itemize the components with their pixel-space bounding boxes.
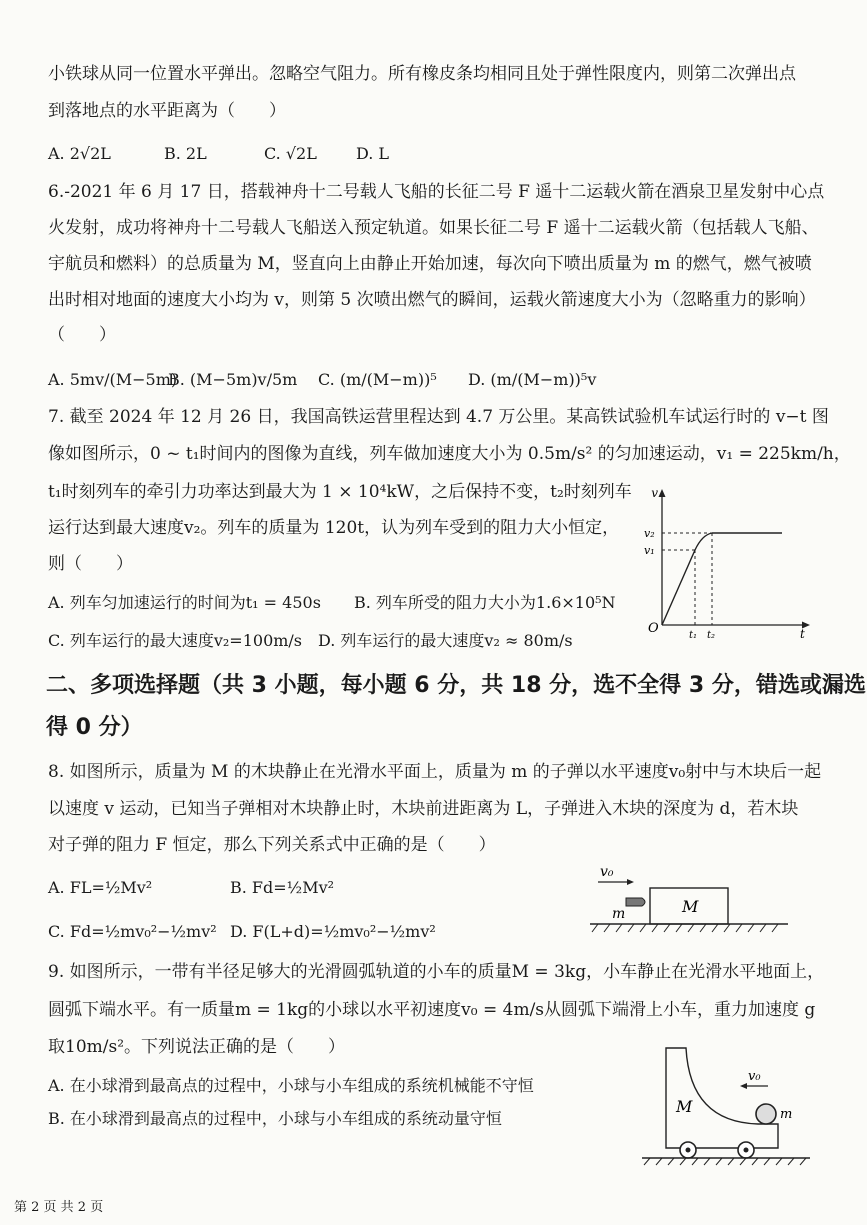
intro-option-c: C. √2L bbox=[264, 144, 317, 163]
graph-v-label: v bbox=[651, 486, 658, 500]
q8-line-2: 以速度 v 运动，已知当子弹相对木块静止时，木块前进距离为 L，子弹进入木块的深度为 d，若木块 bbox=[48, 799, 799, 819]
graph-v2-label: v₂ bbox=[644, 527, 655, 540]
q9-line-2: 圆弧下端水平。有一质量m = 1kg的小球以水平初速度v₀ = 4m/s从圆弧下端滑上小车，重力加速度 g bbox=[48, 1000, 816, 1020]
q6-line-5: （ ） bbox=[48, 325, 116, 345]
q8-v0-label: v₀ bbox=[600, 864, 614, 880]
q7-option-d: D. 列车运行的最大速度v₂ ≈ 80m/s bbox=[318, 631, 573, 650]
q7-line-1: 7. 截至 2024 年 12 月 26 日，我国高铁运营里程达到 4.7 万公里。某高铁试验机车试运行时的 v−t 图 bbox=[48, 407, 829, 427]
q9-M-label: M bbox=[676, 1097, 693, 1116]
q8-M-label: M bbox=[682, 897, 699, 916]
q7-line-5: 则（ ） bbox=[48, 554, 133, 574]
graph-t-label: t bbox=[800, 627, 805, 641]
section-2-heading-cont: 得 0 分） bbox=[46, 715, 143, 740]
intro-line-1: 小铁球从同一位置水平弹出。忽略空气阻力。所有橡皮条均相同且处于弹性限度内，则第二次弹出点 bbox=[48, 64, 796, 84]
q6-line-2: 火发射，成功将神舟十二号载人飞船送入预定轨道。如果长征二号 F 遥十二运载火箭（包括载人飞船、 bbox=[48, 218, 819, 238]
q8-bullet-block-figure bbox=[590, 862, 790, 942]
q6-line-1: 6.-2021 年 6 月 17 日，搭载神舟十二号载人飞船的长征二号 F 遥十二运载火箭在酒泉卫星发射中心点 bbox=[48, 182, 825, 202]
bullet-m bbox=[626, 898, 645, 906]
q6-option-c: C. (m/(M−m))⁵ bbox=[318, 370, 437, 389]
intro-option-d: D. L bbox=[356, 144, 390, 163]
q9-line-1: 9. 如图所示，一带有半径足够大的光滑圆弧轨道的小车的质量M = 3kg，小车静止在光滑水平地面上， bbox=[48, 962, 825, 982]
q9-m-label: m bbox=[780, 1107, 793, 1122]
q6-line-3: 宇航员和燃料）的总质量为 M，竖直向上由静止开始加速，每次向下喷出质量为 m 的燃气，燃气被喷 bbox=[48, 254, 812, 274]
q7-line-3: t₁时刻列车的牵引力功率达到最大为 1 × 10⁴kW，之后保持不变，t₂时刻列车 bbox=[48, 482, 632, 502]
q7-line-2: 像如图所示，0 ~ t₁时间内的图像为直线，列车做加速度大小为 0.5m/s² 的匀加速运动，v₁ = 225km/h， bbox=[48, 444, 851, 464]
intro-line-2: 到落地点的水平距离为（ ） bbox=[48, 101, 286, 121]
q8-option-b: B. Fd=½Mv² bbox=[230, 878, 335, 897]
q6-option-a: A. 5mv/(M−5m) bbox=[48, 370, 178, 389]
graph-t2-label: t₂ bbox=[707, 630, 716, 641]
q7-vt-graph bbox=[640, 485, 815, 645]
q7-option-c: C. 列车运行的最大速度v₂=100m/s bbox=[48, 631, 303, 650]
q8-line-3: 对子弹的阻力 F 恒定，那么下列关系式中正确的是（ ） bbox=[48, 835, 496, 855]
q6-line-4: 出时相对地面的速度大小均为 v，则第 5 次喷出燃气的瞬间，运载火箭速度大小为（忽略重力的影响） bbox=[48, 290, 816, 310]
q8-option-c: C. Fd=½mv₀²−½mv² bbox=[48, 922, 217, 941]
q6-option-b: B. (M−5m)v/5m bbox=[168, 370, 298, 389]
q7-option-a: A. 列车匀加速运行的时间为t₁ = 450s bbox=[48, 593, 321, 612]
q8-m-label: m bbox=[612, 906, 626, 922]
q9-option-b: B. 在小球滑到最高点的过程中，小球与小车组成的系统动量守恒 bbox=[48, 1109, 502, 1128]
graph-t1-label: t₁ bbox=[689, 630, 698, 641]
section-2-heading: 二、多项选择题（共 3 小题，每小题 6 分，共 18 分，选不全得 3 分，错选或漏选 bbox=[46, 673, 866, 698]
q7-line-4: 运行达到最大速度v₂。列车的质量为 120t，认为列车受到的阻力大小恒定， bbox=[48, 518, 620, 538]
q9-cart-figure bbox=[640, 1040, 815, 1165]
intro-option-a: A. 2√2L bbox=[48, 144, 111, 163]
q9-v0-label: v₀ bbox=[748, 1069, 761, 1084]
graph-origin-label: O bbox=[648, 621, 659, 636]
q8-option-a: A. FL=½Mv² bbox=[48, 878, 153, 897]
q9-line-3: 取10m/s²。下列说法正确的是（ ） bbox=[48, 1037, 346, 1057]
q6-option-d: D. (m/(M−m))⁵v bbox=[468, 370, 597, 389]
q9-option-a: A. 在小球滑到最高点的过程中，小球与小车组成的系统机械能不守恒 bbox=[48, 1076, 534, 1095]
q7-option-b: B. 列车所受的阻力大小为1.6×10⁵N bbox=[354, 593, 616, 612]
ball-m bbox=[756, 1104, 776, 1124]
intro-option-b: B. 2L bbox=[164, 144, 207, 163]
q8-option-d: D. F(L+d)=½mv₀²−½mv² bbox=[230, 922, 436, 941]
q8-line-1: 8. 如图所示，质量为 M 的木块静止在光滑水平面上，质量为 m 的子弹以水平速度v₀射中与木块后一起 bbox=[48, 762, 822, 782]
graph-v1-label: v₁ bbox=[644, 544, 655, 557]
page-footer: 第 2 页 共 2 页 bbox=[14, 1200, 104, 1215]
